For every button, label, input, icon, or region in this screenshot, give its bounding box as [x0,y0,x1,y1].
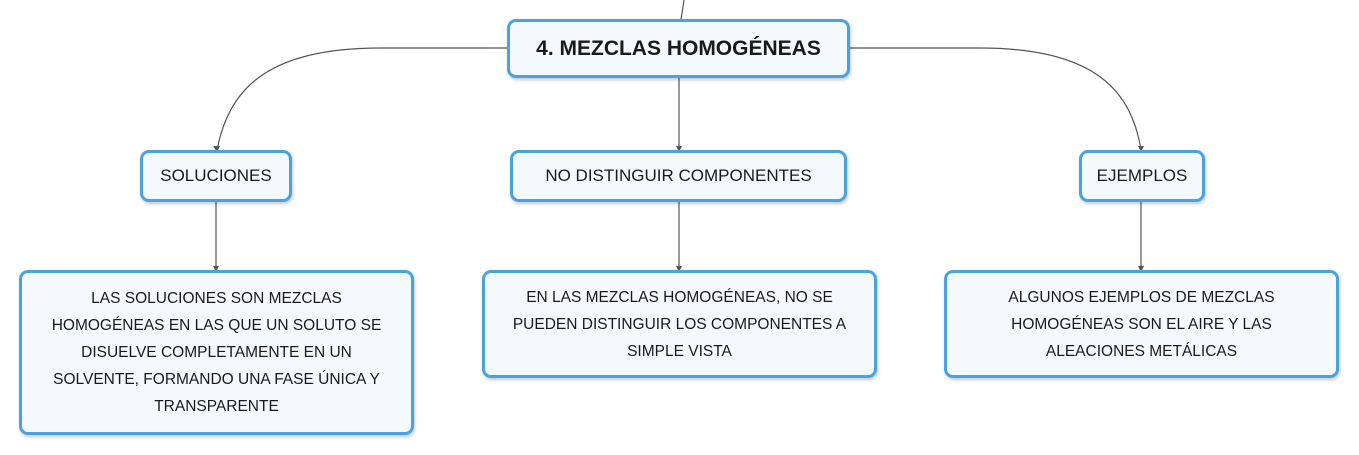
node-no-distinguir-componentes[interactable] [510,150,847,202]
node-label: EJEMPLOS [1096,166,1188,185]
node-ejemplos[interactable] [1079,150,1205,202]
detail-no-distinguir-componentes[interactable] [482,270,877,378]
root-node[interactable] [507,19,850,78]
node-label: NO DISTINGUIR COMPONENTES [545,166,812,185]
node-soluciones[interactable] [140,150,292,202]
connector-root-soluciones [217,48,507,150]
detail-ejemplos[interactable] [944,270,1339,378]
connector-parent-root [681,0,684,19]
node-label: SOLUCIONES [160,166,272,185]
detail-text: ALGUNOS EJEMPLOS DE MEZCLAS HOMOGÉNEAS SON EL AIRE Y LAS ALEACIONES METÁLICAS [1008,288,1275,360]
connector-root-ejemplos [850,48,1141,150]
root-label: 4. MEZCLAS HOMOGÉNEAS [536,36,821,60]
detail-text: LAS SOLUCIONES SON MEZCLAS HOMOGÉNEAS EN LAS QUE UN SOLUTO SE DISUELVE COMPLETAMENTE EN UN SOLVENTE, FORMANDO UNA FASE ÚNICA Y TRANSPARENTE [51,290,382,415]
detail-text: EN LAS MEZCLAS HOMOGÉNEAS, NO SE PUEDEN DISTINGUIR LOS COMPONENTES A SIMPLE VISTA [512,288,847,360]
detail-soluciones[interactable] [19,270,414,435]
